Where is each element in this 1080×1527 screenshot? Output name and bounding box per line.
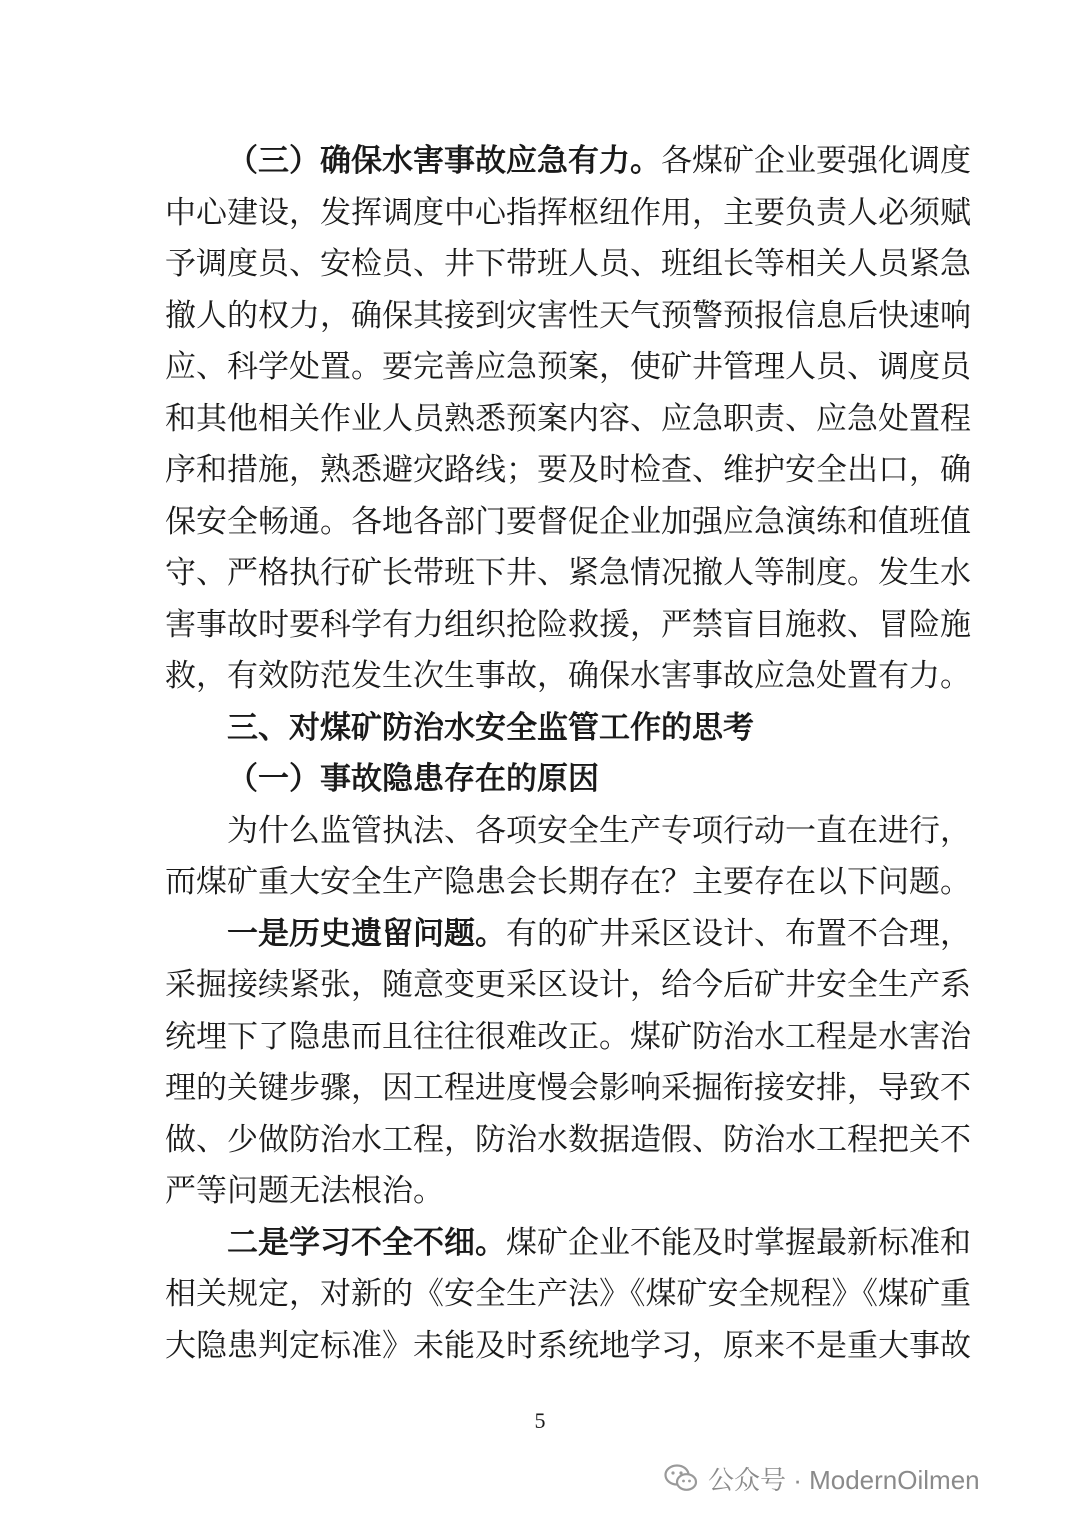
text-segment: 煤矿企业不能及时掌握最新标准和 (506, 1224, 971, 1261)
text-line (165, 1115, 971, 1167)
text-segment: 害事故时要科学有力组织抢险救援，严禁盲目施救、冒险施 (165, 606, 971, 643)
watermark-text: 公众号 · ModernOilmen (708, 1464, 980, 1495)
text-line (165, 1218, 971, 1270)
text-segment: 有的矿井采区设计、布置不合理， (506, 915, 971, 952)
text-segment: 中心建设，发挥调度中心指挥枢纽作用，主要负责人必须赋 (165, 194, 971, 231)
text-segment: 做、少做防治水工程，防治水数据造假、防治水工程把关不 (165, 1121, 971, 1158)
text-segment: 撤人的权力，确保其接到灾害性天气预警预报信息后快速响 (165, 297, 971, 334)
text-segment: 相关规定，对新的《安全生产法》《煤矿安全规程》《煤矿重 (165, 1276, 971, 1312)
text-line (165, 1063, 971, 1115)
text-line (165, 239, 971, 291)
text-line (165, 857, 971, 909)
text-line (165, 651, 971, 703)
text-segment: 守、严格执行矿长带班下井、紧急情况撤人等制度。发生水 (165, 555, 971, 591)
text-line (165, 394, 971, 446)
text-segment: 和其他相关作业人员熟悉预案内容、应急职责、应急处置程 (165, 400, 971, 437)
text-segment: 予调度员、安检员、井下带班人员、班组长等相关人员紧急 (165, 246, 971, 282)
wechat-icon (664, 1463, 698, 1493)
bold-text-segment: （一）事故隐患存在的原因 (227, 761, 599, 797)
text-line (165, 188, 971, 240)
text-line (165, 754, 917, 806)
text-segment: 统埋下了隐患而且往往很难改正。煤矿防治水工程是水害治 (165, 1018, 971, 1055)
text-line (165, 136, 971, 188)
text-segment: 各煤矿企业要强化调度 (661, 143, 971, 179)
text-line (165, 342, 971, 394)
text-line (165, 1012, 971, 1064)
text-segment: 救，有效防范发生次生事故，确保水害事故应急处置有力。 (165, 658, 971, 694)
body-text (165, 136, 971, 1372)
text-segment: 严等问题无法根治。 (165, 1173, 444, 1209)
text-segment: 理的关键步骤，因工程进度慢会影响采掘衔接安排，导致不 (165, 1070, 971, 1106)
text-segment: 大隐患判定标准》未能及时系统地学习，原来不是重大事故 (165, 1327, 971, 1364)
page-number: 5 (534, 1408, 546, 1433)
bold-text-segment: （三）确保水害事故应急有力。 (227, 143, 661, 179)
text-line (165, 548, 971, 600)
text-line (165, 1269, 971, 1321)
text-segment: 保安全畅通。各地各部门要督促企业加强应急演练和值班值 (165, 503, 971, 540)
bold-text-segment: 三、对煤矿防治水安全监管工作的思考 (227, 709, 754, 746)
text-segment: 序和措施，熟悉避灾路线；要及时检查、维护安全出口，确 (165, 452, 971, 488)
text-line (165, 445, 971, 497)
text-segment: 应、科学处置。要完善应急预案，使矿井管理人员、调度员 (165, 349, 971, 385)
watermark (664, 1458, 980, 1498)
bold-text-segment: 一是历史遗留问题。 (227, 915, 506, 952)
text-line (165, 291, 971, 343)
text-line (165, 1166, 917, 1218)
text-line (165, 703, 917, 755)
text-line (165, 909, 971, 961)
text-segment: 采掘接续紧张，随意变更采区设计，给今后矿井安全生产系 (165, 967, 971, 1003)
text-line (165, 497, 971, 549)
text-segment: 为什么监管执法、各项安全生产专项行动一直在进行， (227, 812, 971, 849)
text-line (165, 1321, 971, 1373)
text-line (165, 600, 971, 652)
text-line (165, 806, 971, 858)
text-segment: 而煤矿重大安全生产隐患会长期存在？主要存在以下问题。 (165, 864, 971, 900)
bold-text-segment: 二是学习不全不细。 (227, 1224, 506, 1261)
text-line (165, 960, 971, 1012)
